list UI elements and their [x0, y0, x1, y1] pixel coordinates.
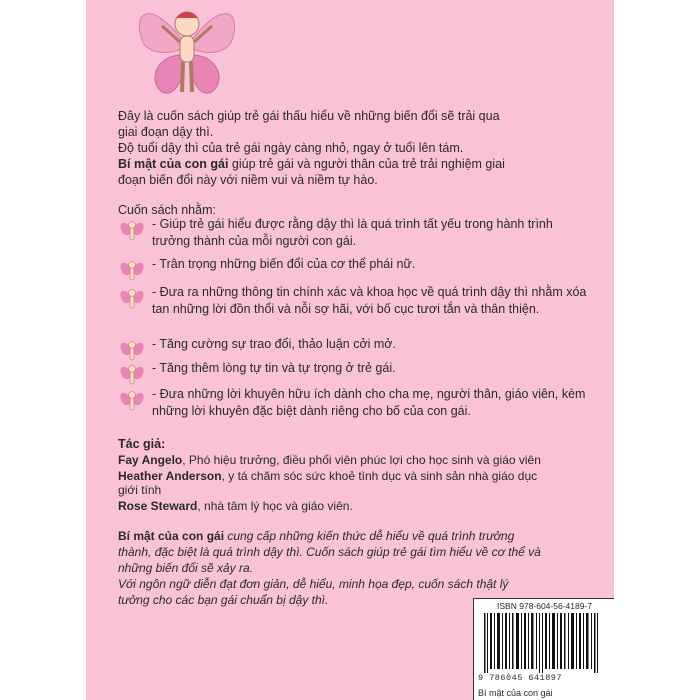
author-2-desc: , y tá chăm sóc sức khoẻ tình dục và sinh sản nhà giáo dục: [221, 469, 538, 483]
author-2-desc-2: giới tính: [118, 483, 162, 497]
author-2: [118, 468, 537, 485]
summary-line-2: thành, đặc biệt là quá trình dậy thì. Cuốn sách giúp trẻ gái tìm hiểu về cơ thể và: [118, 545, 541, 559]
aim-item: [118, 336, 588, 358]
fairy-bullet-icon: [118, 386, 146, 414]
aim-item: [118, 284, 588, 336]
fairy-bullet-icon: [118, 256, 146, 284]
summary-line-1: [118, 528, 514, 545]
author-3-desc: , nhà tâm lý học và giáo viên.: [197, 499, 353, 513]
back-cover: [86, 0, 614, 700]
intro-line-4-rest: giúp trẻ gái và người thân của trẻ trải nghiệm giai: [228, 157, 505, 171]
author-2-name: Heather Anderson: [118, 469, 222, 483]
aim-item: [118, 386, 588, 438]
barcode-number: 9 786045 641897: [478, 673, 563, 683]
author-1-desc: , Phó hiệu trưởng, điều phối viên phúc lợi cho học sinh và giáo viên: [182, 453, 541, 467]
intro-line-3: Độ tuổi dậy thì của trẻ gái ngày càng nhỏ, ngay ở tuổi lên tám.: [118, 141, 464, 155]
author-3-name: Rose Steward: [118, 499, 198, 513]
author-1-name: Fay Angelo: [118, 453, 183, 467]
summary-line-3: những biến đổi sẽ xảy ra.: [118, 561, 254, 575]
author-3: [118, 498, 353, 515]
barcode-box: [473, 598, 614, 700]
fairy-bullet-icon: [118, 360, 146, 388]
fairy-bullet-icon: [118, 284, 146, 312]
fairy-bullet-icon: [118, 216, 146, 244]
book-title-bold: Bí mật của con gái: [118, 157, 229, 171]
aims-heading: Cuốn sách nhằm:: [118, 203, 216, 217]
aim-text: - Tăng cường sự trao đổi, thảo luận cởi mở.: [152, 337, 396, 351]
intro-line-4: [118, 156, 505, 173]
aim-text: - Đưa ra những thông tin chính xác và khoa học về quá trình dậy thì nhằm xóa tan những lời đồn thổi và nỗi sợ hãi, với bố cục tươi tắn và thân thiện.: [152, 285, 587, 316]
aims-list: [118, 216, 588, 438]
fairy-illustration: [132, 0, 242, 98]
aim-item: [118, 256, 588, 282]
intro-line-1: Đây là cuốn sách giúp trẻ gái thấu hiểu về những biến đổi sẽ trải qua: [118, 109, 500, 123]
summary-line-5: tưởng cho các bạn gái chuẩn bị dậy thì.: [118, 593, 329, 607]
aim-text: - Trân trọng những biến đổi của cơ thể phái nữ.: [152, 257, 416, 271]
intro-line-2: giai đoạn dậy thì.: [118, 125, 214, 139]
aim-item: [118, 360, 588, 384]
barcode-icon: [482, 613, 607, 673]
authors-heading: [118, 436, 165, 453]
aim-text: - Giúp trẻ gái hiểu được rằng dậy thì là quá trình tất yếu trong hành trình trưởng thành của mỗi người con gái.: [152, 217, 553, 248]
summary-title: Bí mật của con gái: [118, 529, 225, 543]
aim-text: - Đưa những lời khuyên hữu ích dành cho cha mẹ, người thân, giáo viên, kèm những lời khuyên đặc biệt dành riêng cho bố của con gái.: [152, 387, 586, 418]
isbn-label: ISBN 978-604-56-4189-7: [497, 601, 592, 611]
aim-item: [118, 216, 588, 252]
authors-heading-text: Tác giả:: [118, 437, 166, 451]
intro-line-5: đoạn biến đổi này với niềm vui và niềm tự hào.: [118, 173, 378, 187]
summary-line-1-rest: cung cấp những kiến thức dễ hiểu về quá trình trưởng: [224, 529, 515, 543]
bottom-label: Bí mật của con gái: [478, 688, 553, 698]
aim-text: - Tăng thêm lòng tự tin và tự trọng ở trẻ gái.: [152, 361, 396, 375]
summary-line-4: Với ngôn ngữ diễn đạt đơn giản, dễ hiểu, minh họa đẹp, cuốn sách thật lý: [118, 577, 509, 591]
author-1: [118, 452, 541, 469]
